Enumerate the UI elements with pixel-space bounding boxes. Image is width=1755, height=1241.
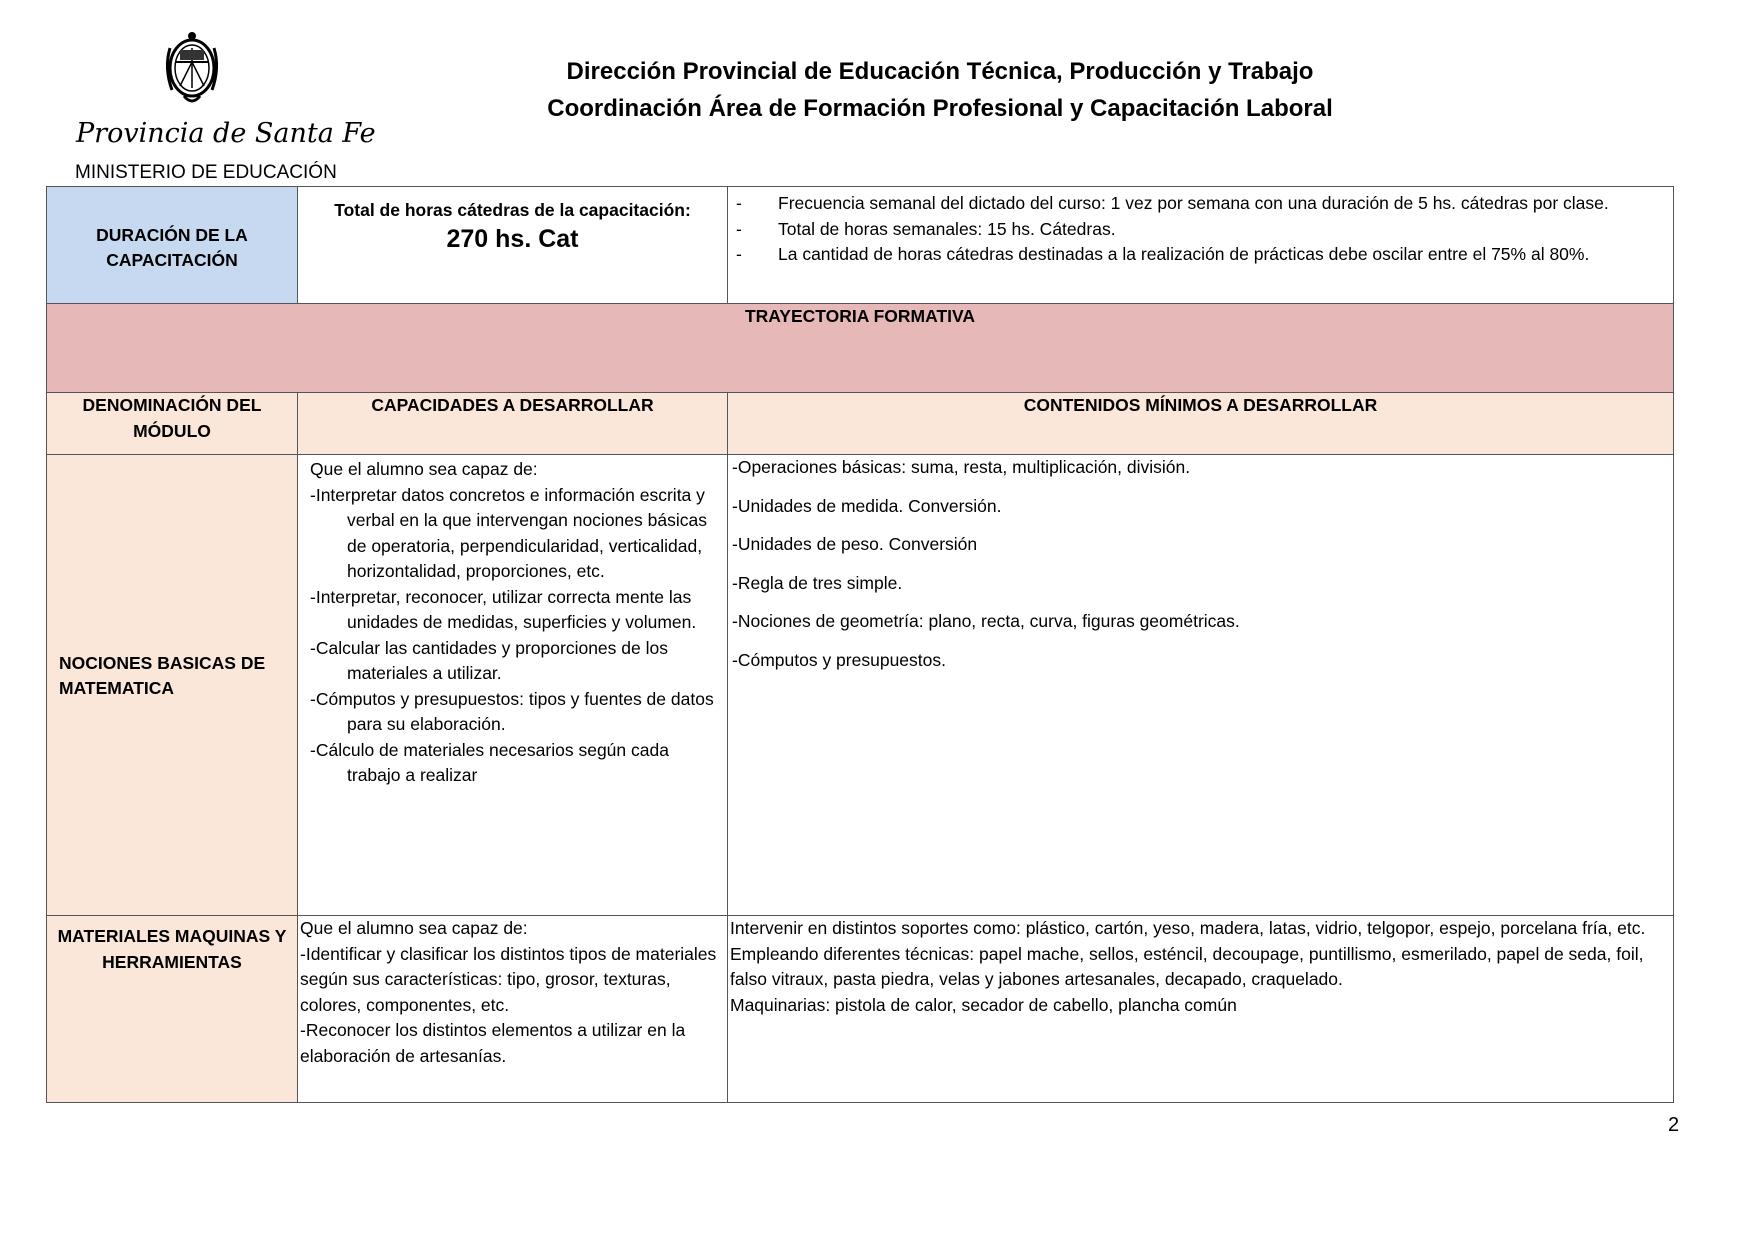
bullet-dash: - xyxy=(736,218,742,239)
total-hours-value: 270 hs. Cat xyxy=(446,225,579,253)
section-title-row xyxy=(47,304,1674,393)
capacidad-item: -Interpretar datos concretos e información escrita y verbal en la que intervengan nociones básicas de operatoria, perpendicularidad, verticalidad, horizontalidad, proporciones, etc. xyxy=(310,484,707,581)
frequency-bullet xyxy=(736,217,1649,243)
column-header-capacidades: CAPACIDADES A DESARROLLAR xyxy=(298,393,728,455)
module-name: MATERIALES MAQUINAS Y HERRAMIENTAS xyxy=(47,916,298,1103)
page-number: 2 xyxy=(1668,1114,1680,1136)
capacidades-intro: Que el alumno sea capaz de: xyxy=(300,918,528,938)
capacidades-cell xyxy=(298,916,728,1103)
contenido-item: -Nociones de geometría: plano, recta, curva, figuras geométricas. xyxy=(732,611,1240,631)
title-line-1: Dirección Provincial de Educación Técnica, Producción y Trabajo xyxy=(566,58,1314,85)
course-table xyxy=(46,186,1674,1103)
contenido-item: -Unidades de medida. Conversión. xyxy=(732,495,1002,516)
bullet-text: Total de horas semanales: 15 hs. Cátedras. xyxy=(778,218,1116,239)
capacidad-item: -Reconocer los distintos elementos a utilizar en la elaboración de artesanías. xyxy=(300,1020,686,1066)
capacidad-item: -Identificar y clasificar los distintos tipos de materiales según sus características: tipo, grosor, texturas, colores, componentes, etc. xyxy=(300,943,717,1015)
bullet-dash: - xyxy=(736,244,742,264)
capacidad-item: -Cómputos y presupuestos: tipos y fuentes de datos para su elaboración. xyxy=(310,688,714,734)
contenido-item: -Unidades de peso. Conversión xyxy=(732,534,978,554)
duration-row xyxy=(47,187,1674,304)
bullet-text: La cantidad de horas cátedras destinadas a la realización de prácticas debe oscilar entre el 75% al 80%. xyxy=(778,244,1590,264)
total-hours-label: Total de horas cátedras de la capacitación: xyxy=(334,200,691,220)
contenido-item: Maquinarias: pistola de calor, secador de cabello, plancha común xyxy=(730,994,1237,1015)
contenido-item: -Cómputos y presupuestos. xyxy=(732,649,946,670)
duration-label: DURACIÓN DE LA CAPACITACIÓN xyxy=(47,187,298,304)
module-row xyxy=(47,916,1674,1103)
title-line-2: Coordinación Área de Formación Profesional y Capacitación Laboral xyxy=(547,95,1333,122)
column-header-contenidos: CONTENIDOS MÍNIMOS A DESARROLLAR xyxy=(728,393,1674,455)
capacidades-intro: Que el alumno sea capaz de: xyxy=(310,459,538,479)
contenido-item: Intervenir en distintos soportes como: plástico, cartón, yeso, madera, latas, vidrio, telgopor, espejo, porcelana fría, etc. xyxy=(730,918,1646,938)
capacidades-cell xyxy=(298,455,728,916)
section-title: TRAYECTORIA FORMATIVA xyxy=(47,304,1674,393)
ministry-label: MINISTERIO DE EDUCACIÓN xyxy=(75,162,337,183)
capacidad-item: -Interpretar, reconocer, utilizar correcta mente las unidades de medidas, superficies y volumen. xyxy=(310,586,697,632)
contenidos-cell xyxy=(728,455,1674,916)
total-hours-cell xyxy=(298,187,728,304)
coat-of-arms-icon xyxy=(158,28,226,110)
contenido-item: Empleando diferentes técnicas: papel mache, sellos, esténcil, decoupage, puntillismo, esmerilado, papel de seda, foil, falso vitraux, pasta piedra, velas y jabones artesanales, decapado, craquelado. xyxy=(730,943,1644,989)
bullet-dash: - xyxy=(736,193,742,213)
module-row xyxy=(47,455,1674,916)
frequency-bullet xyxy=(736,242,1649,268)
contenido-item: -Operaciones básicas: suma, resta, multiplicación, división. xyxy=(732,457,1191,477)
frequency-cell xyxy=(728,187,1674,304)
column-header-module: DENOMINACIÓN DEL MÓDULO xyxy=(47,393,298,455)
province-signature: Provincia de Santa Fe xyxy=(76,118,376,149)
frequency-bullet xyxy=(736,191,1649,217)
contenidos-cell xyxy=(728,916,1674,1103)
capacidad-item: -Cálculo de materiales necesarios según cada trabajo a realizar xyxy=(310,739,669,785)
module-name: NOCIONES BASICAS DE MATEMATICA xyxy=(47,455,298,916)
contenido-item: -Regla de tres simple. xyxy=(732,572,903,593)
bullet-text: Frecuencia semanal del dictado del curso: 1 vez por semana con una duración de 5 hs. cátedras por clase. xyxy=(778,193,1609,213)
capacidad-item: -Calcular las cantidades y proporciones de los materiales a utilizar. xyxy=(310,637,668,683)
column-header-row xyxy=(47,393,1674,455)
